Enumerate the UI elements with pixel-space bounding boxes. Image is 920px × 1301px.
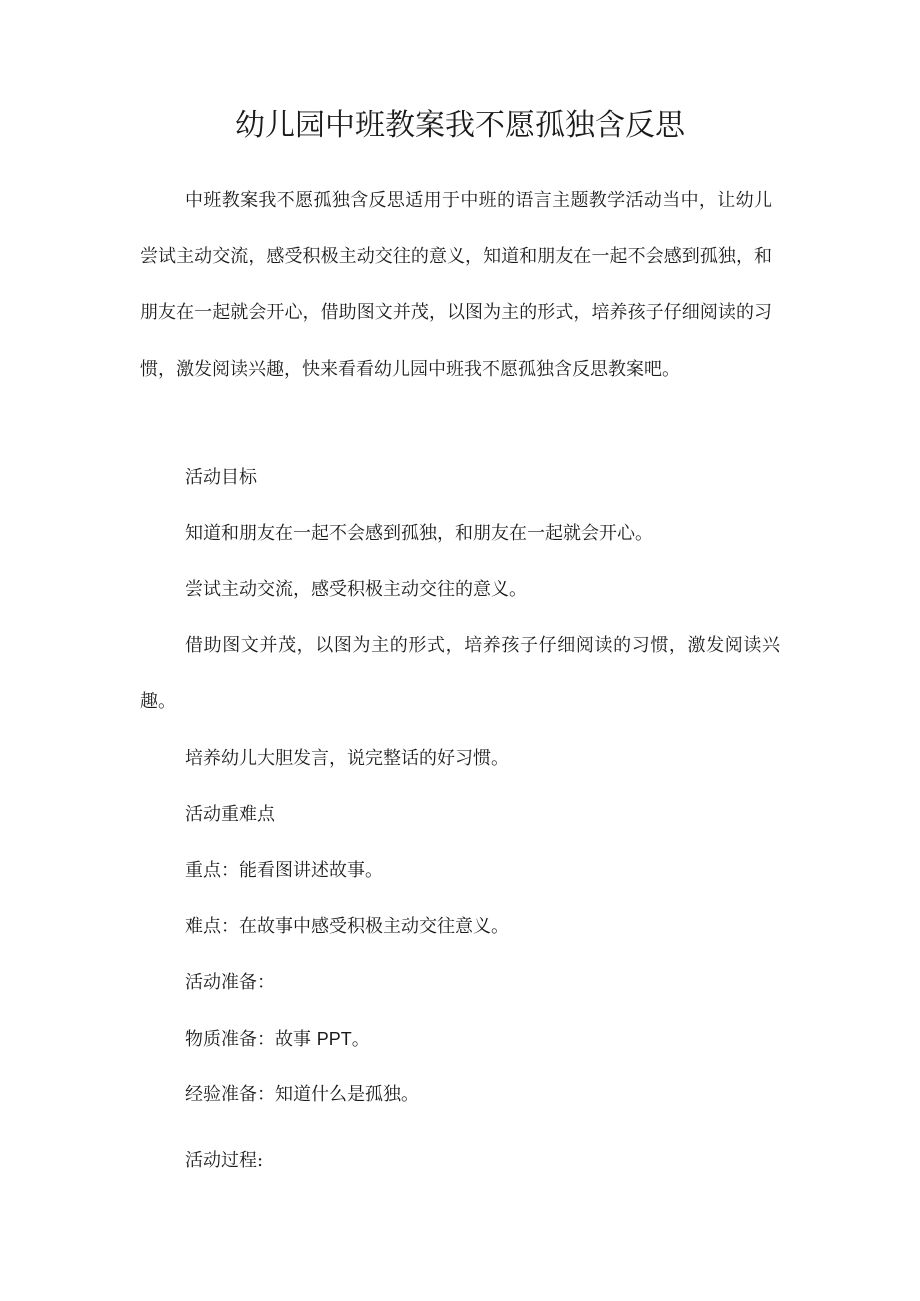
experience-preparation: 经验准备：知道什么是孤独。 — [185, 1084, 419, 1105]
preparation-heading: 活动准备： — [185, 972, 275, 993]
material-preparation-label: 物质准备：故事 — [185, 1029, 317, 1050]
intro-paragraph: 中班教案我不愿孤独含反思适用于中班的语言主题教学活动当中，让幼儿尝试主动交流，感受积极主动交往的意义，知道和朋友在一起不会感到孤独，和朋友在一起就会开心，借助图文并茂，以图为主的形式，培养孩子仔细阅读的习惯，激发阅读兴趣，快来看看幼儿园中班我不愿孤独含反思教案吧。 — [140, 190, 772, 380]
material-preparation-end: 。 — [351, 1029, 370, 1050]
material-preparation-ppt: PPT — [316, 1029, 352, 1049]
key-point-item: 重点：能看图讲述故事。 — [185, 860, 383, 881]
process-heading: 活动过程: — [185, 1150, 264, 1171]
difficulty-item: 难点：在故事中感受积极主动交往意义。 — [185, 916, 509, 937]
goals-heading: 活动目标 — [185, 467, 257, 488]
goal-item-4: 培养幼儿大胆发言，说完整话的好习惯。 — [185, 748, 509, 769]
goal-item-3: 借助图文并茂，以图为主的形式，培养孩子仔细阅读的习惯，激发阅读兴趣。 — [140, 635, 780, 713]
goal-item-1: 知道和朋友在一起不会感到孤独，和朋友在一起就会开心。 — [185, 523, 653, 544]
goal-item-2: 尝试主动交流，感受积极主动交往的意义。 — [185, 579, 527, 600]
material-preparation — [185, 1011, 370, 1068]
document-title: 幼儿园中班教案我不愿孤独含反思 — [235, 108, 685, 143]
key-points-heading: 活动重难点 — [185, 804, 275, 825]
